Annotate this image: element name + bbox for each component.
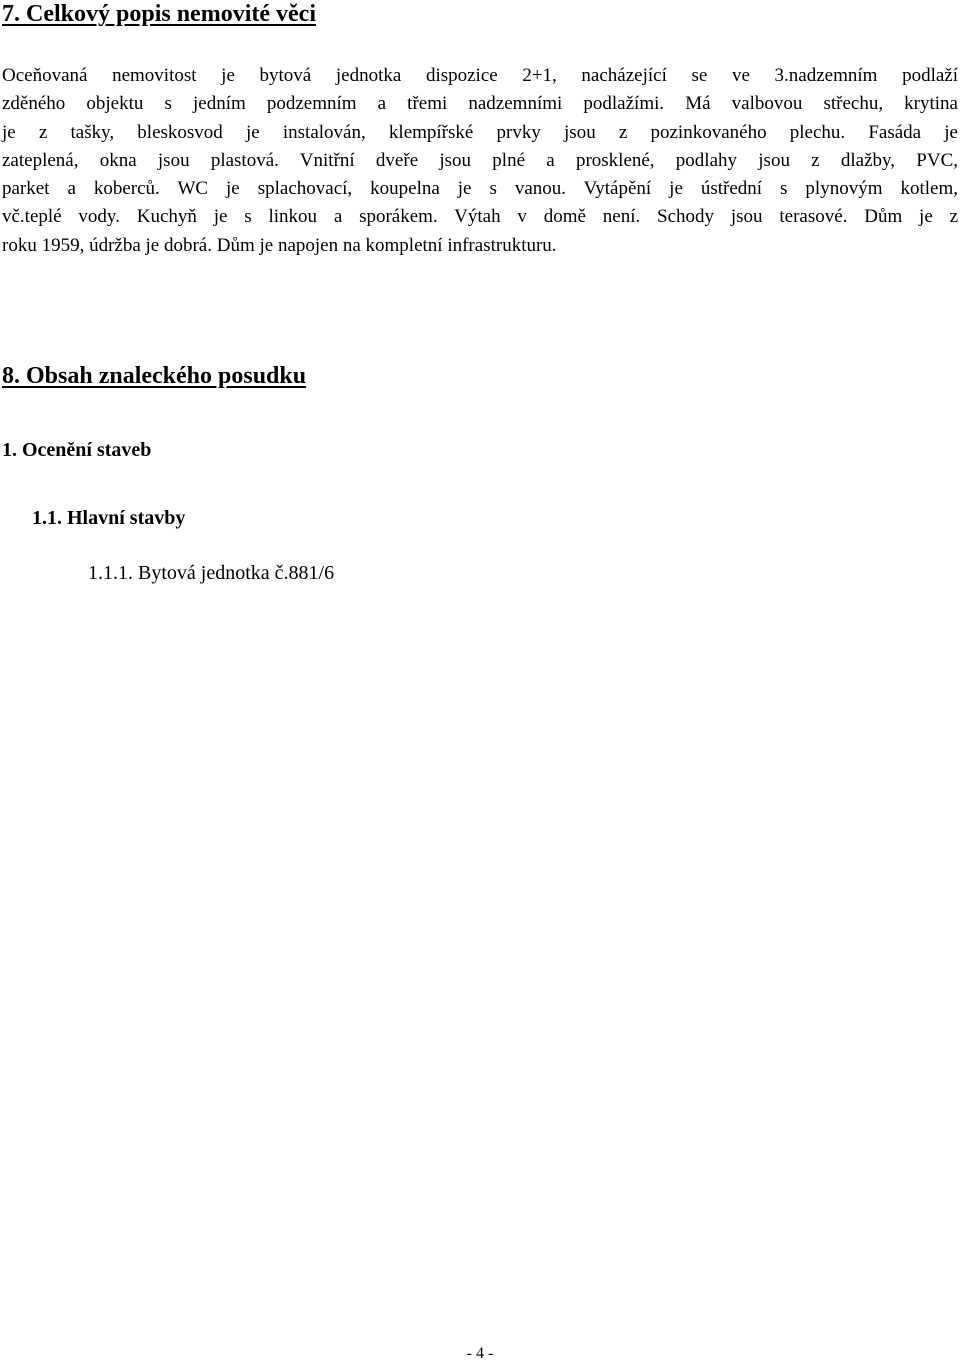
subheading-level-1: 1. Ocenění staveb xyxy=(2,439,152,461)
subheading-level-3: 1.1.1. Bytová jednotka č.881/6 xyxy=(88,562,335,584)
subheading-level-2: 1.1. Hlavní stavby xyxy=(32,507,186,529)
paragraph-line: vč.teplé vody. Kuchyň je s linkou a sporákem. Výtah v domě není. Schody jsou terasové. Dům je z xyxy=(2,206,958,228)
section-7-heading: 7. Celkový popis nemovité věci xyxy=(2,1,316,27)
paragraph-line: Oceňovaná nemovitost je bytová jednotka dispozice 2+1, nacházející se ve 3.nadzemním podlaží xyxy=(2,65,958,86)
paragraph-line: zděného objektu s jedním podzemním a třemi nadzemními podlažími. Má valbovou střechu, krytina xyxy=(2,93,958,115)
section-7-description xyxy=(2,62,958,260)
paragraph-line: je z tašky, bleskosvod je instalován, klempířské prvky jsou z pozinkovaného plechu. Fasáda je xyxy=(2,121,958,143)
paragraph-line: parket a koberců. WC je splachovací, koupelna je s vanou. Vytápění je ústřední s plynovým kotlem, xyxy=(2,178,958,200)
page-number: - 4 - xyxy=(466,1345,494,1362)
paragraph-line: zateplená, okna jsou plastová. Vnitřní dveře jsou plné a prosklené, podlahy jsou z dlažby, PVC, xyxy=(2,149,958,171)
section-8-heading: 8. Obsah znaleckého posudku xyxy=(2,363,307,389)
paragraph-line: roku 1959, údržba je dobrá. Dům je napojen na kompletní infrastrukturu. xyxy=(2,234,557,256)
